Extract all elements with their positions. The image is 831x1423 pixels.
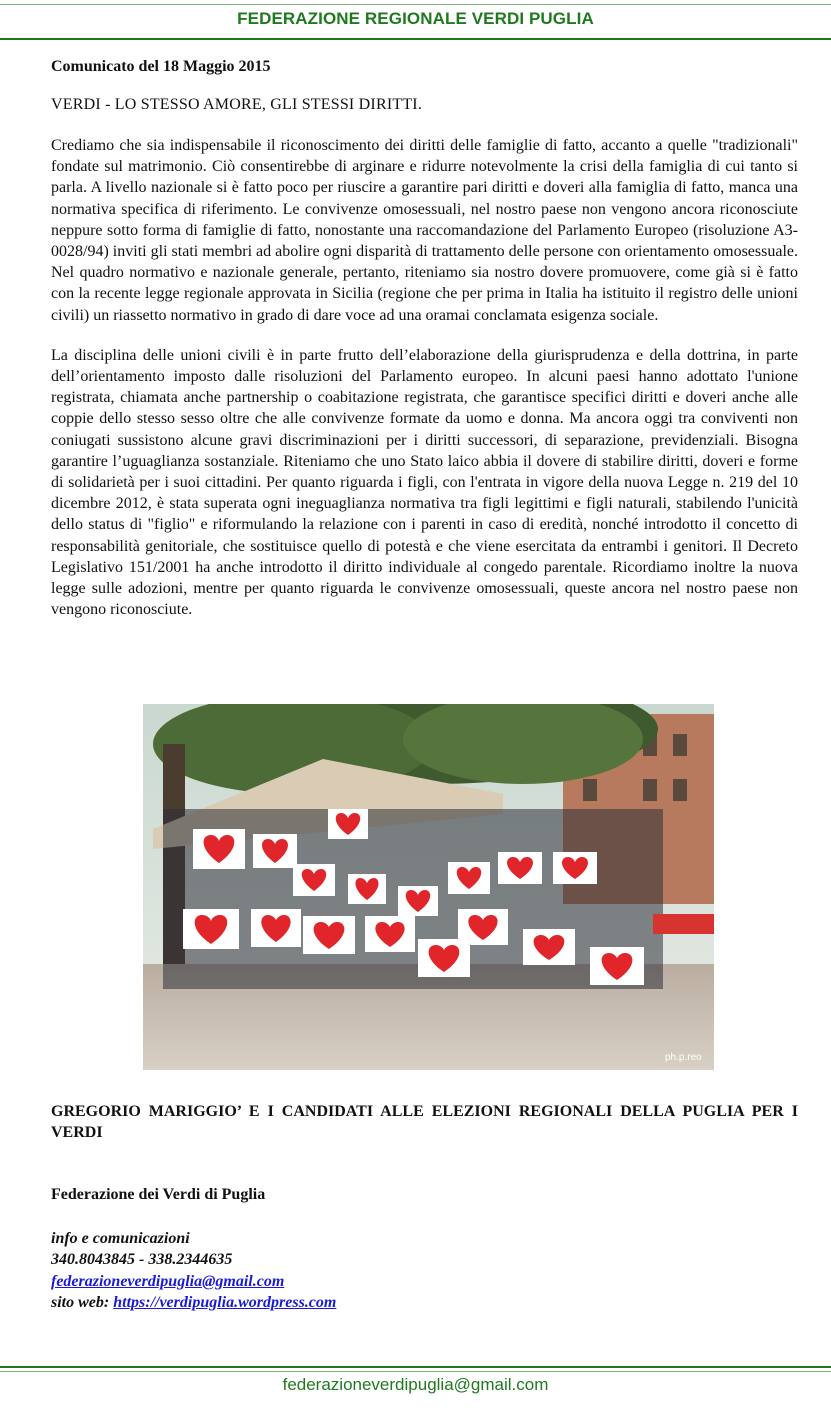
paragraph-1: Crediamo che sia indispensabile il riconoscimento dei diritti delle famiglie di fatto, accanto a quelle "tradizionali" fondate sul matrimonio. Ciò consentirebbe di arginare e ridurre notevolmente la crisi della famiglia di cui tanto si parla. A livello nazionale si è fatto poco per riuscire a garantire pari diritti e doveri alla famiglia di fatto, manca una normativa specifica di riferimento. Le convivenze omosessuali, nel nostro paese non vengono ancora riconosciute neppure sotto forma di famiglie di fatto, nonostante una raccomandazione del Parlamento Europeo (risoluzione A3-0028/94) inviti gli stati membri ad abolire ogni disparità di trattamento delle persone con orientamento omosessuale. Nel quadro normativo e nazionale generale, pertanto, riteniamo sia nostro dovere promuovere, come già si è fatto con la recente legge regionale approvata in Sicilia (regione che per prima in Italia ha istituito il registro delle unioni civili) un riassetto normativo in grado di dare voce ad una oramai conclamata esigenza sociale. xyxy=(51,137,798,324)
web-label: sito web: xyxy=(51,1293,110,1311)
organization-name: Federazione dei Verdi di Puglia xyxy=(51,1186,266,1203)
footer-rule xyxy=(0,1366,831,1368)
email-link[interactable]: federazioneverdipuglia@gmail.com xyxy=(51,1272,285,1290)
header-top-rule xyxy=(0,4,831,5)
headline: VERDI - LO STESSO AMORE, GLI STESSI DIRITTI. xyxy=(51,96,423,113)
page-header xyxy=(0,0,831,40)
contact-phones: 340.8043845 - 338.2344635 xyxy=(51,1251,233,1269)
date-line: Comunicato del 18 Maggio 2015 xyxy=(51,58,271,75)
group-photo xyxy=(143,704,714,1070)
website-link[interactable]: https://verdipuglia.wordpress.com xyxy=(113,1293,337,1311)
footer-rule-thin xyxy=(0,1371,831,1372)
photo-credit: ph.p.reo xyxy=(665,1052,702,1063)
contact-block xyxy=(51,1228,336,1313)
header-title: FEDERAZIONE REGIONALE VERDI PUGLIA xyxy=(237,9,594,28)
paragraph-2: La disciplina delle unioni civili è in parte frutto dell’elaborazione della giurisprudenza e della dottrina, in parte dell’orientamento imposto dalle risoluzioni del Parlamento europeo. In alcuni paesi hanno adottato l'unione registrata, chiamata anche partnership o coabitazione registrata, che garantisce specifici diritti e doveri anche alle coppie dello stesso sesso oltre che alle convivenze formate da uomo e donna. Ma ancora oggi tra conviventi non coniugati sussistono alcune gravi discriminazioni per i diritti successori, di separazione, previdenziali. Bisogna garantire l’uguaglianza sostanziale. Riteniamo che uno Stato laico abbia il dovere di stabilire diritti, doveri e forme di solidarietà per i suoi cittadini. Per quanto riguarda i figli, con l'entrata in vigore della nuova Legge n. 219 del 10 dicembre 2012, è stata superata ogni ineguaglianza normativa tra figli legittimi e figli naturali, stabilendo l'unicità dello status di "figlio" e riformulando la relazione con i parenti in caso di eredità, nonché introdotto il concetto di responsabilità genitoriale, che sostituisce quello di potestà e che viene esercitata da entrambi i genitori. Il Decreto Legislativo 151/2001 ha anche introdotto il diritto individuale al congedo parentale. Ricordiamo inoltre la nuova legge sulle adozioni, mentre per quanto riguarda le convivenze omosessuali, queste ancora nel nostro paese non vengono riconosciute. xyxy=(51,346,798,619)
contact-label: info e comunicazioni xyxy=(51,1230,190,1247)
page-footer xyxy=(0,1366,831,1423)
article-body xyxy=(51,58,798,620)
footer-email: federazioneverdipuglia@gmail.com xyxy=(282,1375,549,1394)
signature: GREGORIO MARIGGIO’ E I CANDIDATI ALLE ELEZIONI REGIONALI DELLA PUGLIA PER I VERDI xyxy=(51,1103,798,1141)
